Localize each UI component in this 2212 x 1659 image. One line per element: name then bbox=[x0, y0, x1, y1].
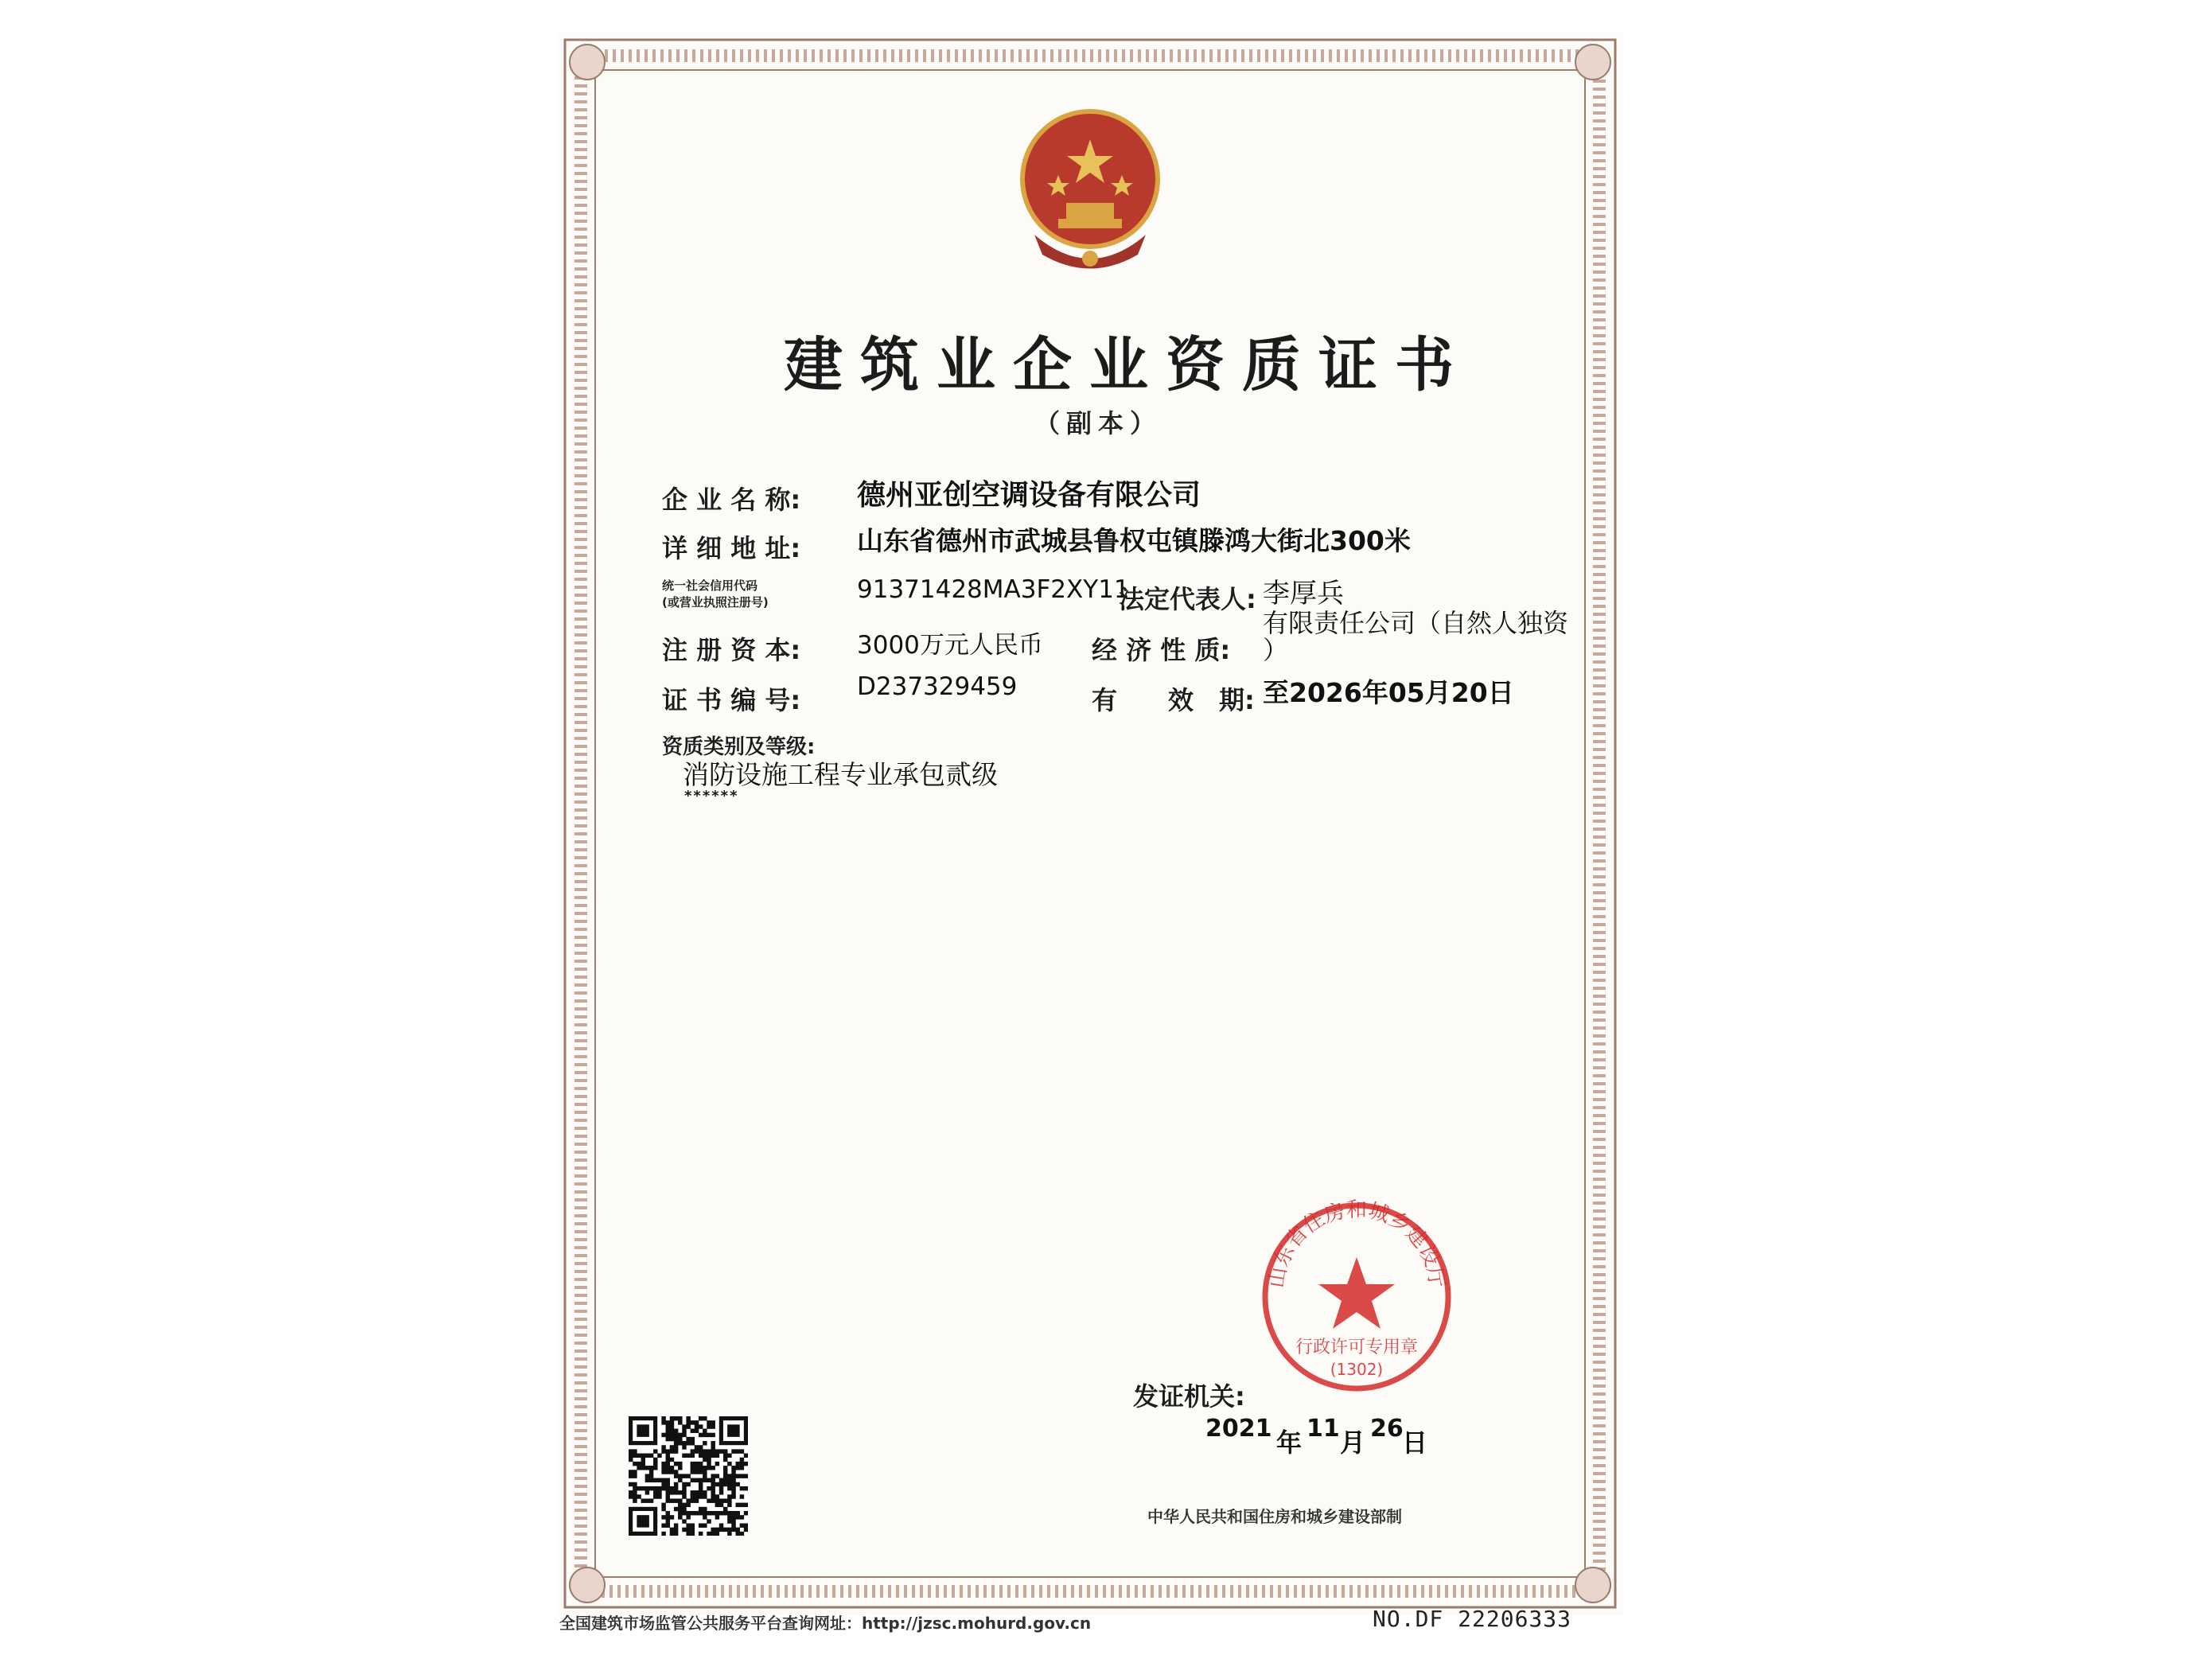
credit-code-value: 91371428MA3F2XY11 bbox=[857, 575, 1130, 604]
national-emblem bbox=[1003, 103, 1178, 278]
credit-code-label bbox=[662, 578, 769, 611]
issue-month: 11 bbox=[1307, 1415, 1340, 1443]
validity-label: 有 效 期: bbox=[1092, 685, 1255, 715]
corner-ornament bbox=[570, 45, 605, 80]
issue-day: 26 bbox=[1370, 1415, 1404, 1443]
credit-code-label-line2: (或营业执照注册号) bbox=[662, 595, 769, 609]
validity-value: 至2026年05月20日 bbox=[1263, 677, 1514, 708]
corner-ornament bbox=[570, 1567, 605, 1603]
certificate-paper bbox=[557, 32, 1623, 1615]
cert-number-value: D237329459 bbox=[857, 672, 1018, 701]
credit-code-label-line1: 统一社会信用代码 bbox=[662, 578, 758, 593]
corner-ornament bbox=[1575, 1567, 1610, 1603]
official-seal bbox=[1253, 1194, 1460, 1400]
ministry-footer: 中华人民共和国住房和城乡建设部制 bbox=[1147, 1507, 1402, 1526]
seal-top-text: 山东省住房和城乡建设厅 bbox=[1264, 1198, 1449, 1290]
qualification-end-marker: ****** bbox=[684, 788, 739, 804]
seal-code-text: (1302) bbox=[1330, 1360, 1384, 1379]
corner-ornament bbox=[1575, 45, 1610, 80]
cert-serial-number: NO.DF 22206333 bbox=[1373, 1606, 1572, 1632]
address-value: 山东省德州市武城县鲁权屯镇滕鸿大街北300米 bbox=[857, 525, 1411, 556]
issue-year: 2021 bbox=[1205, 1415, 1272, 1443]
document-subtitle: （副本） bbox=[1034, 408, 1162, 438]
issue-day-unit: 日 bbox=[1402, 1427, 1428, 1458]
issue-month-unit: 月 bbox=[1340, 1427, 1366, 1458]
address-label: 详 细 地 址: bbox=[662, 533, 801, 563]
registered-capital-value: 3000万元人民币 bbox=[857, 631, 1043, 660]
cert-number-label: 证 书 编 号: bbox=[662, 685, 801, 715]
issuer-label: 发证机关: bbox=[1133, 1381, 1245, 1412]
seal-mid-text: 行政许可专用章 bbox=[1295, 1338, 1419, 1357]
issue-year-unit: 年 bbox=[1276, 1427, 1303, 1458]
registered-capital-label: 注 册 资 本: bbox=[662, 635, 801, 665]
economic-nature-value-line1: 有限责任公司（自然人独资 bbox=[1263, 608, 1569, 638]
economic-nature-label: 经 济 性 质: bbox=[1092, 635, 1231, 665]
query-site-footer: 全国建筑市场监管公共服务平台查询网址：http://jzsc.mohurd.gov.cn bbox=[559, 1614, 1092, 1633]
company-name-value: 德州亚创空调设备有限公司 bbox=[857, 479, 1201, 512]
qr-code[interactable] bbox=[629, 1416, 748, 1536]
legal-rep-label: 法定代表人: bbox=[1119, 584, 1256, 614]
legal-rep-value: 李厚兵 bbox=[1263, 578, 1344, 609]
qualification-item: 消防设施工程专业承包贰级 bbox=[683, 759, 998, 790]
economic-nature-value-line2: ） bbox=[1263, 635, 1289, 665]
document-title: 建筑业企业资质证书 bbox=[784, 331, 1471, 399]
company-name-label: 企 业 名 称: bbox=[662, 485, 801, 515]
qualification-label: 资质类别及等级: bbox=[662, 735, 816, 759]
